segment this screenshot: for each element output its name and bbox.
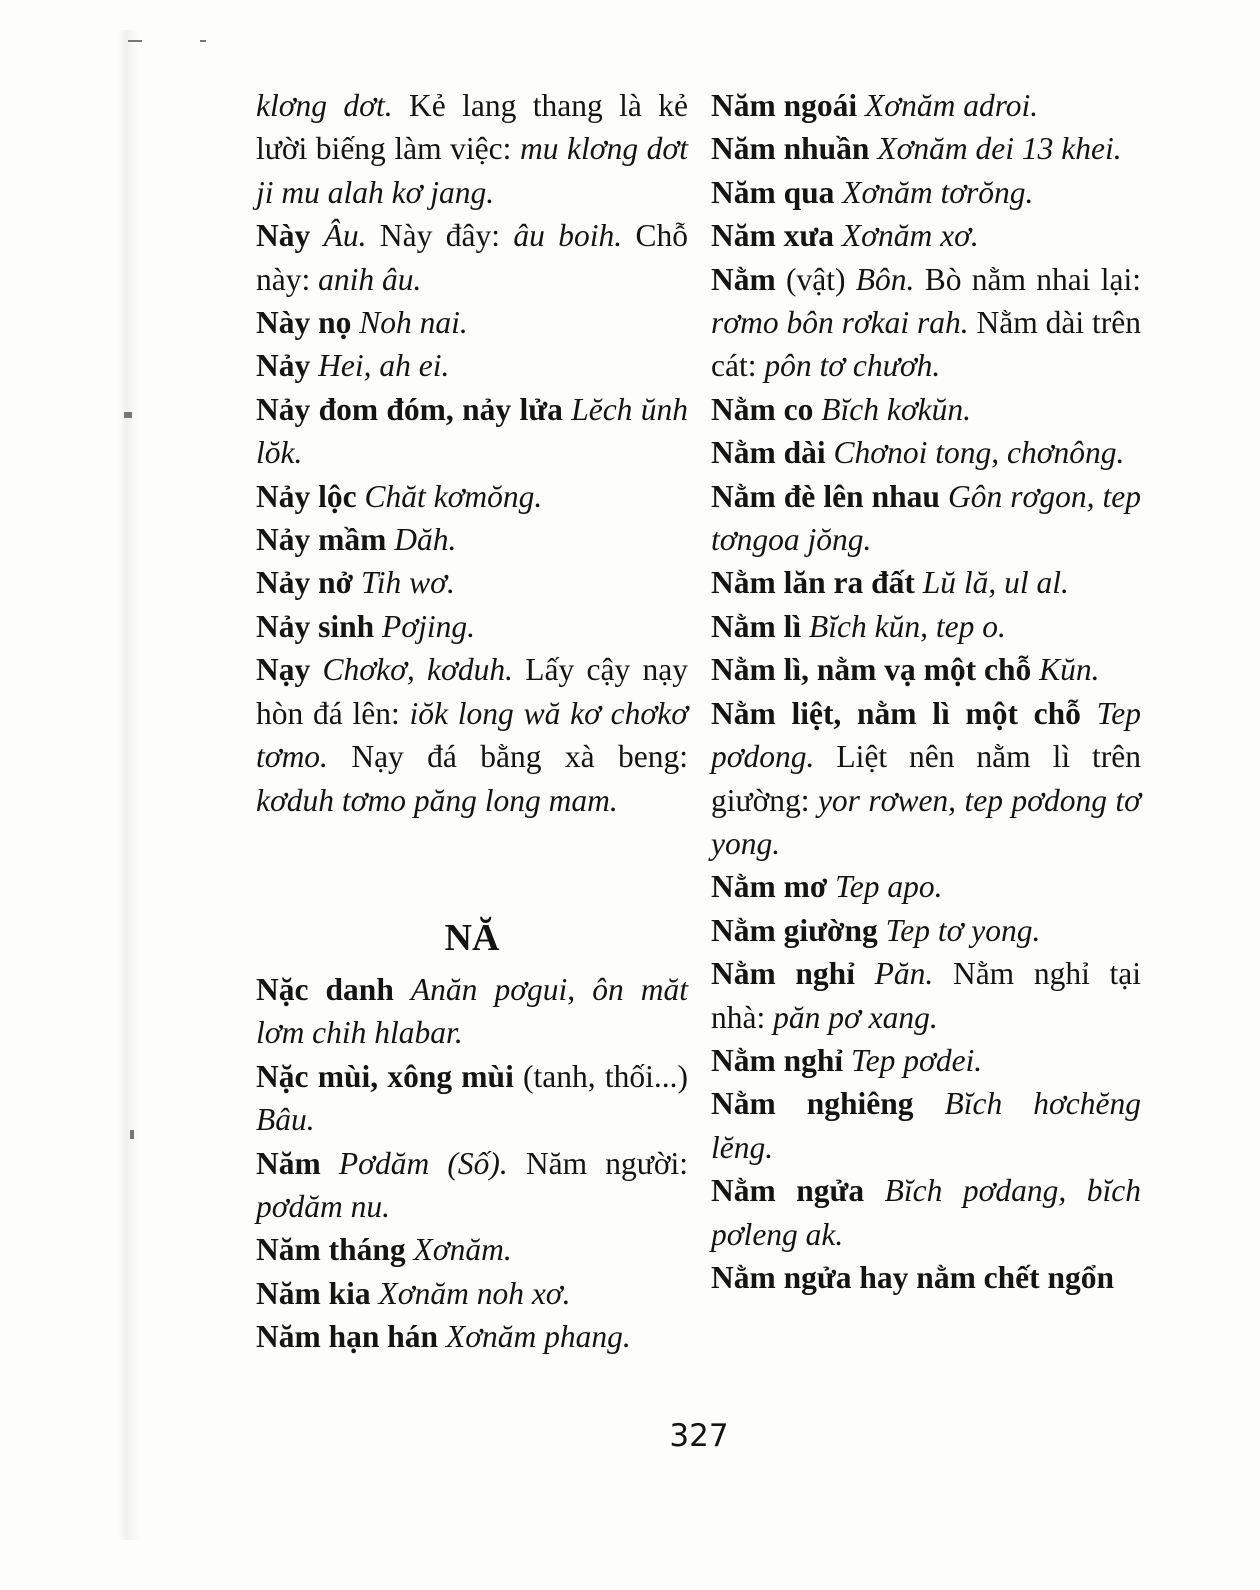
translation: Xơnăm dei 13 khei. [877,131,1122,167]
headword: Năm qua [711,174,835,210]
dictionary-entry [256,1055,688,1142]
translation: Bĭch kŭn, tep o. [809,608,1006,644]
headword: Năm tháng [256,1232,406,1268]
gloss-text: Lấy cậy nạy hòn đá lên: [256,652,688,731]
headword: Nằm đè lên nhau [711,478,940,514]
translation: Tep pơdong. [711,695,1141,775]
translation: iŏk long wă kơ chơkơ tơmo. [256,695,689,775]
headword: Nặc mùi, xông mùi [256,1058,514,1094]
translation: rơmo bôn rơkai rah. [711,305,969,341]
dictionary-entry [256,388,688,475]
dictionary-entry [256,1228,688,1271]
headword: Nằm [711,261,776,297]
gloss-text [406,1232,414,1267]
dictionary-entry [711,258,1141,388]
dictionary-entry [256,475,688,518]
dictionary-entry [256,214,688,301]
headword: Năm xưa [711,218,835,254]
headword: Năm hạn hán [256,1319,439,1355]
dictionary-entry [256,561,688,604]
dictionary-entry [256,1142,688,1229]
translation: Chơnoi tong, chơnông. [833,435,1125,471]
headword: Nằm liệt, nằm lì một chỗ [711,695,1081,731]
dictionary-entry [711,648,1141,691]
headword: Nằm co [711,391,814,427]
dictionary-entry [711,1169,1141,1256]
dictionary-entry [256,648,688,822]
headword: Này [256,218,311,254]
gloss-text [855,956,875,991]
dictionary-entry [711,388,1141,431]
headword: Nằm lăn ra đất [711,565,915,601]
gloss-text [915,565,923,600]
dictionary-entry [711,952,1141,1039]
translation: Bôn. [855,261,915,297]
scan-speck [128,40,142,42]
translation: Tih wơ. [360,565,455,601]
gloss-text [310,652,322,687]
headword: Nằm ngửa [711,1173,865,1209]
dictionary-entry [256,84,688,214]
section-spacer [256,822,688,908]
headword: Năm ngoái [711,88,858,123]
headword: Nằm lì [711,608,802,644]
gloss-text: Này đây: [366,218,514,254]
gloss-text: Liệt nên nằm lì trên giường: [711,739,1141,818]
gloss-text [310,218,323,253]
translation: Chăt kơmŏng. [364,478,543,514]
translation: Anăn pơgui, ôn măt lơm chih hlabar. [256,971,688,1051]
translation: Chơkơ, kơduh. [322,652,513,688]
headword: Năm [256,1145,321,1181]
gloss-text [353,565,361,600]
gloss-text: Bò nằm nhai lại: [914,261,1141,297]
translation: âu boih. [513,218,623,254]
headword: Năm kia [256,1275,371,1311]
gloss-text: Nạy đá bằng xà beng: [327,739,688,775]
translation: yor rơwen, tep pơdong tơ yong. [711,782,1141,861]
gloss-text: Nằm nghỉ tại nhà: [711,956,1142,1035]
headword: Nằm giường [711,912,878,948]
section-heading: NĂ [444,916,500,959]
scan-speck [130,1130,134,1139]
headword: Nằm nghiêng [711,1086,914,1122]
gloss-text: Kẻ lang thang là kẻ lười biếng làm việc: [256,88,688,167]
translation: Tep tơ yong. [885,912,1041,948]
translation: Bĭch hơchĕng lĕng. [711,1086,1142,1165]
dictionary-entry [711,909,1141,952]
gloss-text [843,1043,851,1078]
gloss-text [827,869,835,904]
dictionary-entry [256,301,688,344]
translation: păn pơ xang. [773,999,938,1035]
translation: Âu. [323,218,367,254]
gloss-text: Nằm dài trên cát: [711,305,1141,384]
dictionary-entry [711,1039,1141,1082]
translation: Xơnăm noh xơ. [378,1275,571,1311]
gloss-text [857,88,865,123]
gloss-text [826,435,834,470]
translation: Xơnăm adroi. [865,88,1039,123]
scan-shadow [118,30,140,1540]
translation: Dăh. [394,522,457,558]
headword: Nằm lì, nằm vạ một chỗ [711,652,1032,688]
gloss-text: Chỗ này: [256,218,688,297]
headword: Nằm nghỉ [711,956,855,992]
translation: Noh nai. [359,305,468,341]
translation: pôn tơ chươh. [764,348,941,384]
scan-speck [124,412,132,418]
headword: Năm nhuần [711,131,870,167]
gloss-text: Năm người: [507,1145,688,1181]
dictionary-entry [711,84,1141,127]
left-column [256,84,688,1359]
headword: Nằm nghỉ [711,1042,844,1078]
headword: Nặc danh [256,971,394,1007]
translation: Tep apo. [835,869,943,905]
dictionary-entry [256,518,688,561]
headword: Nằm ngửa hay nằm chết ngổn [711,1259,1115,1295]
gloss-text [374,609,382,644]
gloss-text [914,1086,945,1121]
dictionary-entry [711,171,1141,214]
gloss-text [321,1146,339,1181]
dictionary-entry [256,1315,688,1358]
headword: Nằm dài [711,435,826,471]
scan-speck [200,40,206,42]
dictionary-entry [711,561,1141,604]
page-number: 327 [669,1418,729,1454]
dictionary-entry [711,1256,1141,1299]
translation: Hei, ah ei. [318,348,450,384]
dictionary-entry [711,475,1141,562]
dictionary-entry [711,605,1141,648]
gloss-text [864,1173,884,1208]
gloss-text: (vật) [775,261,856,297]
translation: Lĕch ŭnh lŏk. [256,391,688,471]
translation: anih âu. [318,261,422,297]
gloss-text [371,1276,379,1311]
dictionary-entry [256,605,688,648]
translation: klơng dơt. [256,88,393,123]
translation: Păn. [874,956,934,992]
dictionary-entry [711,214,1141,257]
translation: Tep pơdei. [851,1042,983,1078]
entries-after-section [256,968,688,1359]
gloss-text [834,218,842,253]
translation: Bĭch pơdang, bĭch pơleng ak. [711,1173,1141,1252]
dictionary-entry [711,1082,1141,1169]
translation: kơduh tơmo păng long mam. [256,782,618,818]
dictionary-entry [256,968,688,1055]
headword: Nằm mơ [711,869,828,905]
headword: Nảy lộc [256,478,357,514]
translation: Pơdăm (Số). [338,1145,508,1181]
translation: Bâu. [256,1102,315,1138]
gloss-text [394,972,411,1007]
gloss-text [801,609,809,644]
translation: Xơnăm xơ. [841,218,979,254]
headword: Nảy [256,348,311,384]
headword: Nảy nở [256,565,354,601]
dictionary-entry [711,865,1141,908]
gloss-text [878,913,886,948]
gloss-text [438,1319,446,1354]
headword: Này nọ [256,305,352,341]
entries-before-section [256,84,688,822]
translation: mu klơng dơt ji mu alah kơ jang. [256,131,688,210]
dictionary-entry [711,431,1141,474]
gloss-text [1081,696,1097,731]
translation: Xơnăm. [413,1232,512,1268]
translation: Kŭn. [1039,652,1100,688]
translation: pơdăm nu. [256,1188,391,1224]
dictionary-entry [711,692,1141,866]
gloss-text [563,392,571,427]
translation: Xơnăm tơrŏng. [842,174,1034,210]
gloss-text: (tanh, thối...) [513,1058,688,1094]
right-column [711,84,1141,1299]
dictionary-entry [256,1272,688,1315]
translation: Xơnăm phang. [445,1319,631,1355]
translation: Gôn rơgon, tep tơngoa jŏng. [711,478,1141,558]
translation: Lŭ lă, ul al. [922,565,1069,601]
gloss-text [310,348,318,383]
gloss-text [940,479,948,514]
headword: Nảy mầm [256,522,387,558]
translation: Bĭch kơkŭn. [821,391,971,427]
translation: Pơjing. [382,608,475,644]
headword: Nảy sinh [256,608,375,644]
headword: Nảy đom đóm, nảy lửa [256,391,563,427]
dictionary-entry [256,344,688,387]
gloss-text [1031,652,1039,687]
dictionary-entry [711,127,1141,170]
headword: Nạy [256,652,311,688]
